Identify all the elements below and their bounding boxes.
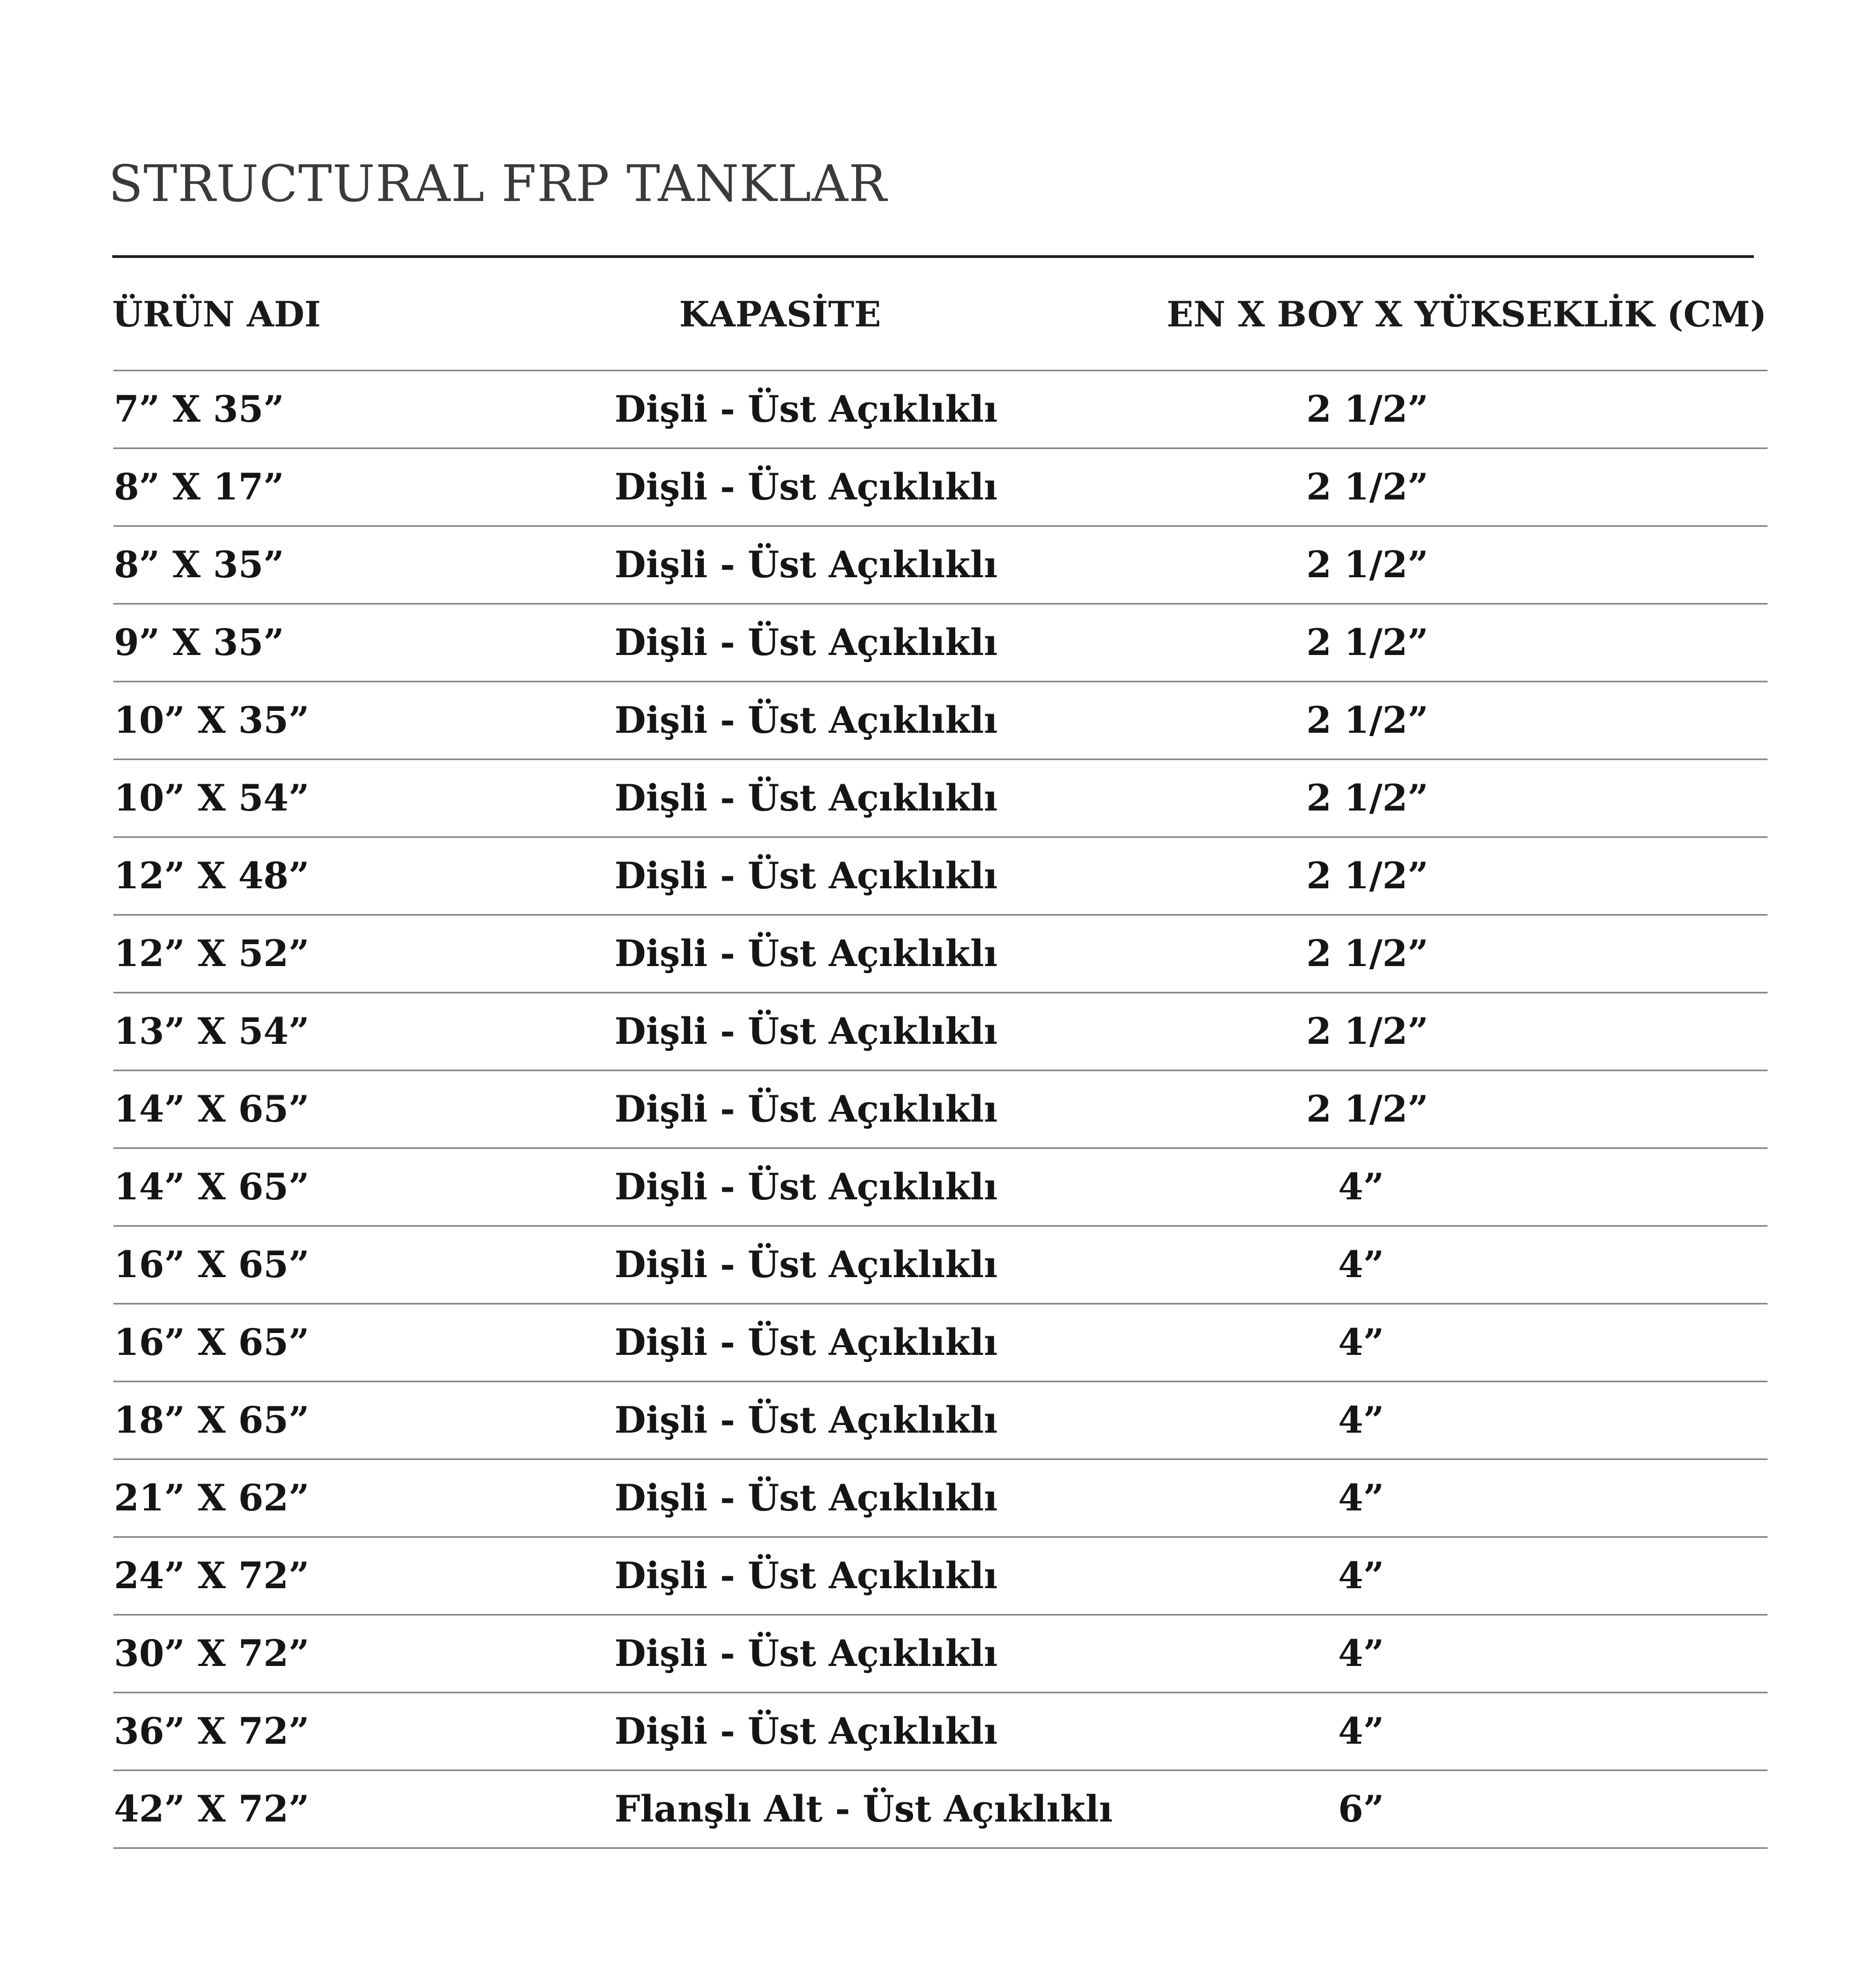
cell-dimensions: 2 1/2” bbox=[1306, 388, 1428, 430]
table-row bbox=[0, 1225, 1876, 1303]
table-row bbox=[0, 758, 1876, 836]
cell-dimensions: 4” bbox=[1338, 1399, 1384, 1441]
cell-dimensions: 2 1/2” bbox=[1306, 932, 1428, 975]
cell-capacity: Dişli - Üst Açıklıklı bbox=[615, 1243, 998, 1286]
cell-product-name: 12” X 52” bbox=[114, 932, 309, 975]
cell-dimensions: 4” bbox=[1338, 1554, 1384, 1597]
cell-capacity: Dişli - Üst Açıklıklı bbox=[615, 388, 998, 430]
cell-dimensions: 2 1/2” bbox=[1306, 466, 1428, 508]
table-row bbox=[0, 914, 1876, 992]
cell-product-name: 42” X 72” bbox=[114, 1788, 309, 1830]
cell-capacity: Dişli - Üst Açıklıklı bbox=[615, 543, 998, 586]
cell-dimensions: 2 1/2” bbox=[1306, 854, 1428, 897]
cell-dimensions: 4” bbox=[1338, 1243, 1384, 1286]
cell-capacity: Dişli - Üst Açıklıklı bbox=[615, 1165, 998, 1208]
cell-dimensions: 4” bbox=[1338, 1165, 1384, 1208]
table-row bbox=[0, 1769, 1876, 1847]
cell-capacity: Dişli - Üst Açıklıklı bbox=[615, 1010, 998, 1053]
cell-capacity: Dişli - Üst Açıklıklı bbox=[615, 854, 998, 897]
cell-product-name: 14” X 65” bbox=[114, 1165, 309, 1208]
table-row bbox=[0, 1458, 1876, 1536]
cell-capacity: Dişli - Üst Açıklıklı bbox=[615, 1632, 998, 1675]
cell-capacity: Dişli - Üst Açıklıklı bbox=[615, 621, 998, 664]
table-row bbox=[0, 370, 1876, 447]
cell-product-name: 16” X 65” bbox=[114, 1243, 309, 1286]
cell-product-name: 7” X 35” bbox=[114, 388, 284, 430]
cell-capacity: Dişli - Üst Açıklıklı bbox=[615, 1710, 998, 1752]
table-row bbox=[0, 447, 1876, 525]
cell-capacity: Dişli - Üst Açıklıklı bbox=[615, 1088, 998, 1130]
table-row bbox=[0, 992, 1876, 1070]
cell-product-name: 13” X 54” bbox=[114, 1010, 309, 1053]
table-row bbox=[0, 1381, 1876, 1458]
cell-product-name: 14” X 65” bbox=[114, 1088, 309, 1130]
table-row bbox=[0, 836, 1876, 914]
cell-dimensions: 4” bbox=[1338, 1632, 1384, 1675]
table-row bbox=[0, 681, 1876, 758]
cell-dimensions: 4” bbox=[1338, 1710, 1384, 1752]
cell-product-name: 18” X 65” bbox=[114, 1399, 309, 1441]
cell-dimensions: 4” bbox=[1338, 1476, 1384, 1519]
cell-capacity: Dişli - Üst Açıklıklı bbox=[615, 1321, 998, 1364]
product-table bbox=[0, 370, 1876, 1847]
cell-dimensions: 2 1/2” bbox=[1306, 621, 1428, 664]
table-row bbox=[0, 603, 1876, 681]
cell-product-name: 24” X 72” bbox=[114, 1554, 309, 1597]
cell-product-name: 21” X 62” bbox=[114, 1476, 309, 1519]
table-row bbox=[0, 1536, 1876, 1614]
table-header-row bbox=[0, 293, 1876, 337]
cell-capacity: Dişli - Üst Açıklıklı bbox=[615, 1399, 998, 1441]
cell-product-name: 10” X 54” bbox=[114, 777, 309, 819]
cell-capacity: Dişli - Üst Açıklıklı bbox=[615, 466, 998, 508]
column-header-dimensions: EN X BOY X YÜKSEKLİK (CM) bbox=[1167, 294, 1767, 335]
cell-product-name: 12” X 48” bbox=[114, 854, 309, 897]
cell-product-name: 30” X 72” bbox=[114, 1632, 309, 1675]
cell-dimensions: 2 1/2” bbox=[1306, 699, 1428, 742]
cell-product-name: 10” X 35” bbox=[114, 699, 309, 742]
table-row bbox=[0, 1070, 1876, 1147]
cell-product-name: 16” X 65” bbox=[114, 1321, 309, 1364]
cell-dimensions: 2 1/2” bbox=[1306, 777, 1428, 819]
cell-product-name: 36” X 72” bbox=[114, 1710, 309, 1752]
column-header-capacity: KAPASİTE bbox=[679, 294, 881, 335]
cell-product-name: 9” X 35” bbox=[114, 621, 284, 664]
cell-capacity: Dişli - Üst Açıklıklı bbox=[615, 699, 998, 742]
cell-capacity: Dişli - Üst Açıklıklı bbox=[615, 1476, 998, 1519]
cell-dimensions: 2 1/2” bbox=[1306, 1088, 1428, 1130]
table-row bbox=[0, 1303, 1876, 1381]
table-row bbox=[0, 1147, 1876, 1225]
table-row bbox=[0, 1692, 1876, 1769]
cell-capacity: Dişli - Üst Açıklıklı bbox=[615, 1554, 998, 1597]
cell-dimensions: 6” bbox=[1338, 1788, 1384, 1830]
cell-capacity: Flanşlı Alt - Üst Açıklıklı bbox=[615, 1788, 1113, 1830]
cell-dimensions: 2 1/2” bbox=[1306, 543, 1428, 586]
page-title: STRUCTURAL FRP TANKLAR bbox=[108, 154, 887, 213]
cell-capacity: Dişli - Üst Açıklıklı bbox=[615, 932, 998, 975]
cell-product-name: 8” X 35” bbox=[114, 543, 284, 586]
cell-dimensions: 2 1/2” bbox=[1306, 1010, 1428, 1053]
cell-product-name: 8” X 17” bbox=[114, 466, 284, 508]
table-row bbox=[0, 1614, 1876, 1692]
table-bottom-divider bbox=[113, 1847, 1768, 1849]
column-header-product: ÜRÜN ADI bbox=[112, 294, 321, 335]
cell-capacity: Dişli - Üst Açıklıklı bbox=[615, 777, 998, 819]
title-divider bbox=[112, 255, 1754, 258]
cell-dimensions: 4” bbox=[1338, 1321, 1384, 1364]
table-row bbox=[0, 525, 1876, 603]
